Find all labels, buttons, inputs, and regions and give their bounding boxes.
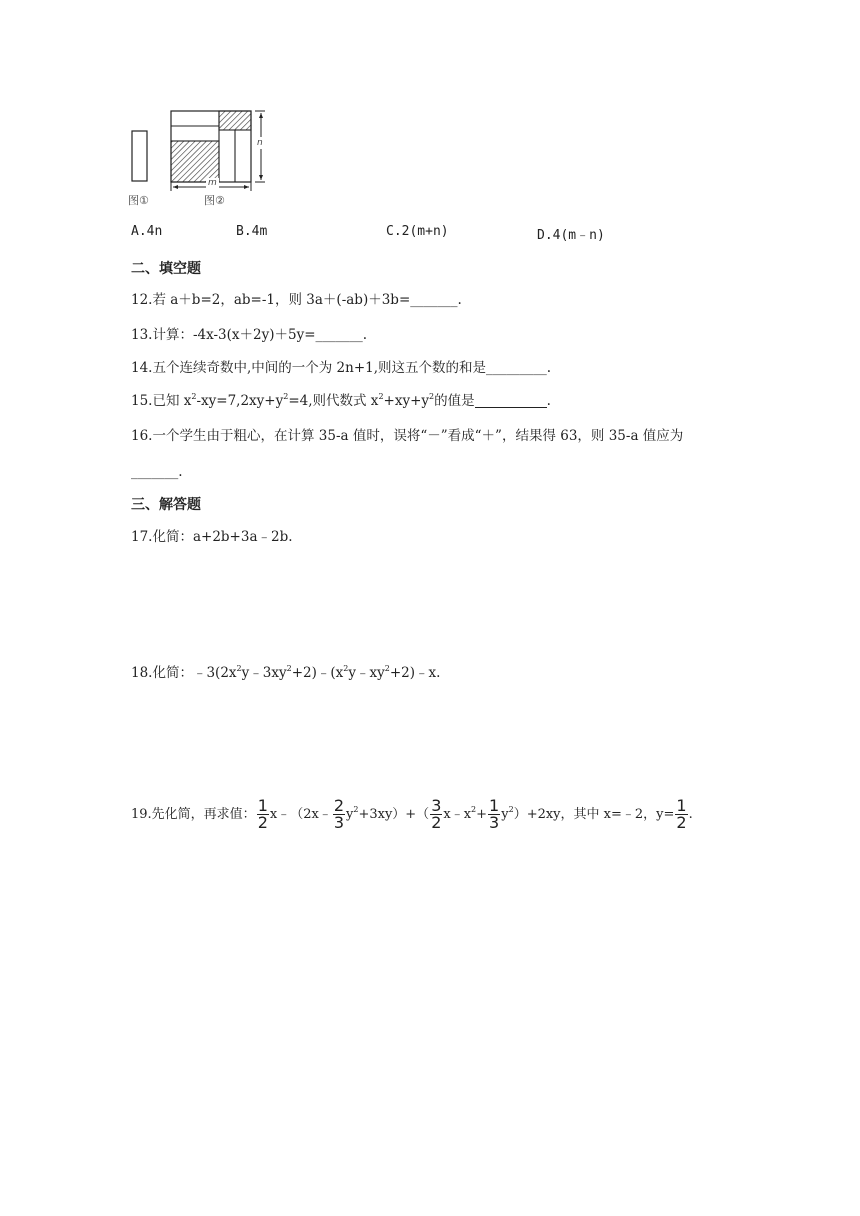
- q19-sup2: 2: [471, 805, 477, 814]
- q15-sup4: 2: [429, 392, 435, 401]
- figure1-label: 图①: [128, 194, 149, 207]
- q19-part7: y: [501, 807, 509, 822]
- figure2-hatched-top-right: [219, 111, 251, 130]
- figure2-label: 图②: [204, 194, 225, 207]
- q18-sup2: 2: [286, 664, 292, 673]
- q15-sup2: 2: [283, 392, 289, 401]
- q11-option-a: A.4n: [131, 224, 163, 239]
- figure-dim-n: n: [257, 138, 263, 148]
- q15-part5: 的值是: [434, 393, 475, 409]
- q19-frac5: $\frac{1}{2}$: [676, 796, 687, 832]
- q19-part1: 19.先化简，再求值：: [131, 807, 256, 822]
- section-solve-heading: 三、解答题: [131, 497, 201, 513]
- q15-answer-blank: [475, 393, 547, 408]
- q19-part3: y: [346, 807, 354, 822]
- q18-part4: y﹣xy: [348, 665, 385, 681]
- q11-option-d: D.4(m﹣n): [537, 228, 605, 243]
- q15-part2: -xy=7,2xy+y: [196, 393, 284, 409]
- q19-frac3: $\frac{3}{2}$: [431, 796, 442, 832]
- q18-part1: 18.化简：﹣3(2x: [131, 665, 237, 681]
- q18-part5: +2)﹣x.: [389, 665, 441, 681]
- question-19: [131, 795, 693, 835]
- q19-part8: ）+2xy，其中 x=﹣2，y=: [513, 807, 675, 822]
- q18-sup1: 2: [236, 664, 242, 673]
- q19-sup1: 2: [353, 805, 359, 814]
- question-16-line1: 16.一个学生由于粗心，在计算 35-a 值时，误将“－”看成“＋”，结果得 63，则 35-a 值应为: [131, 428, 684, 444]
- q18-sup3: 2: [343, 664, 349, 673]
- q19-part4: +3xy）+（: [358, 807, 430, 822]
- q15-part6: .: [546, 393, 551, 409]
- question-13: 13.计算：-4x-3(x＋2y)＋5y=_______.: [131, 327, 368, 343]
- q19-frac2: $\frac{2}{3}$: [333, 796, 344, 832]
- q15-sup3: 2: [378, 392, 384, 401]
- q19-part6: +: [476, 807, 488, 822]
- q19-sup3: 2: [508, 805, 514, 814]
- q15-part3: =4,则代数式 x: [288, 393, 379, 409]
- question-16-line2: _______.: [131, 464, 183, 480]
- figure-dim-m: m: [208, 178, 217, 188]
- question-15: [131, 391, 551, 411]
- q18-part3: +2)﹣(x: [291, 665, 344, 681]
- q19-part5: x﹣x: [443, 807, 472, 822]
- q18-part2: y﹣3xy: [241, 665, 287, 681]
- question-14: 14.五个连续奇数中,中间的一个为 2n+1,则这五个数的和是_________.: [131, 360, 552, 376]
- figure: [128, 106, 278, 208]
- q15-part1: 15.已知 x: [131, 393, 192, 409]
- figure1-rect: [132, 131, 147, 181]
- question-12: 12.若 a＋b=2，ab=-1，则 3a＋(-ab)＋3b=_______.: [131, 292, 462, 308]
- q19-part9: .: [688, 807, 693, 822]
- question-18: [131, 663, 440, 683]
- q19-frac1: $\frac{1}{2}$: [257, 796, 268, 832]
- figure-svg: [128, 106, 278, 208]
- question-17: 17.化简：a+2b+3a﹣2b.: [131, 529, 293, 545]
- q11-option-b: B.4m: [236, 224, 268, 239]
- q19-frac4: $\frac{1}{3}$: [489, 796, 500, 832]
- section-fill-in-heading: 二、填空题: [131, 261, 201, 277]
- figure2-hatched-left: [171, 141, 219, 182]
- q15-part4: +xy+y: [383, 393, 430, 409]
- q18-sup4: 2: [384, 664, 390, 673]
- q11-option-c: C.2(m+n): [386, 224, 449, 239]
- q19-part2: x﹣（2x﹣: [269, 807, 332, 822]
- q15-sup1: 2: [191, 392, 197, 401]
